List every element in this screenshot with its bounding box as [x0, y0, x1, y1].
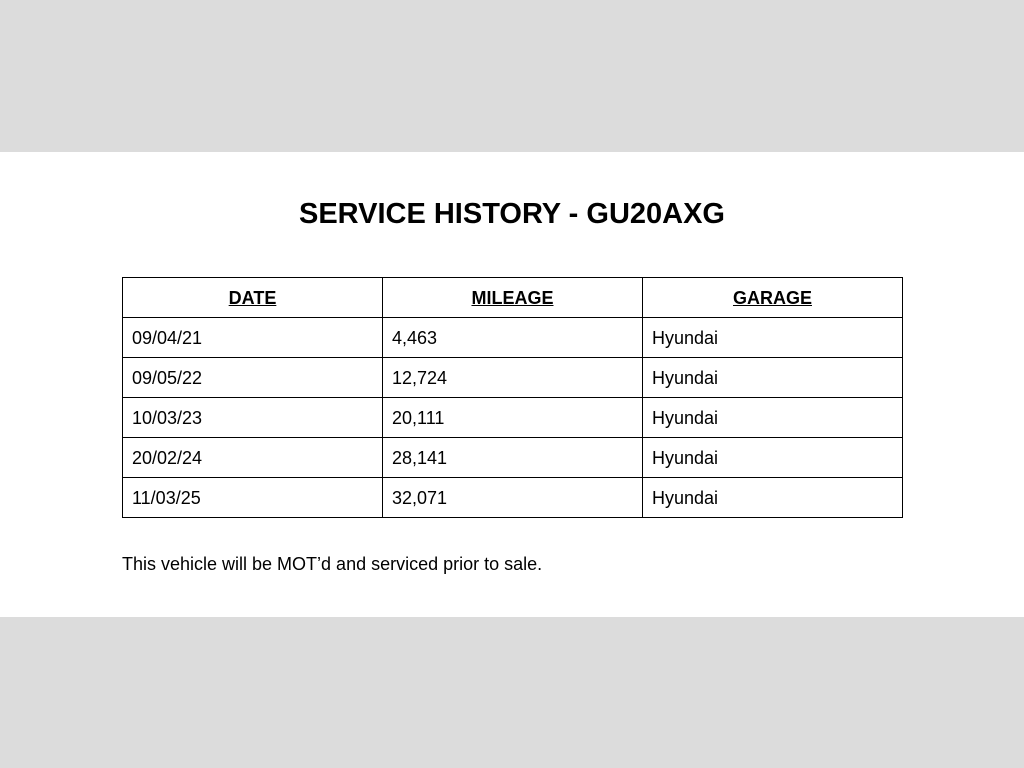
column-header-garage: GARAGE [643, 278, 903, 318]
table-header-row [123, 278, 903, 318]
cell-garage: Hyundai [643, 438, 903, 478]
cell-mileage: 28,141 [383, 438, 643, 478]
cell-date: 09/04/21 [123, 318, 383, 358]
cell-garage: Hyundai [643, 398, 903, 438]
cell-date: 11/03/25 [123, 478, 383, 518]
table-row [123, 438, 903, 478]
cell-mileage: 32,071 [383, 478, 643, 518]
service-history-table [122, 277, 903, 518]
column-header-date: DATE [123, 278, 383, 318]
cell-mileage: 20,111 [383, 398, 643, 438]
cell-date: 10/03/23 [123, 398, 383, 438]
table-row [123, 358, 903, 398]
page-title: SERVICE HISTORY - GU20AXG [299, 198, 725, 230]
cell-date: 20/02/24 [123, 438, 383, 478]
cell-garage: Hyundai [643, 358, 903, 398]
document-page [0, 152, 1024, 617]
cell-mileage: 12,724 [383, 358, 643, 398]
column-header-mileage: MILEAGE [383, 278, 643, 318]
sale-note: This vehicle will be MOT’d and serviced prior to sale. [122, 554, 543, 574]
cell-mileage: 4,463 [383, 318, 643, 358]
cell-garage: Hyundai [643, 478, 903, 518]
table-row [123, 398, 903, 438]
cell-date: 09/05/22 [123, 358, 383, 398]
table-row [123, 318, 903, 358]
table-row [123, 478, 903, 518]
cell-garage: Hyundai [643, 318, 903, 358]
